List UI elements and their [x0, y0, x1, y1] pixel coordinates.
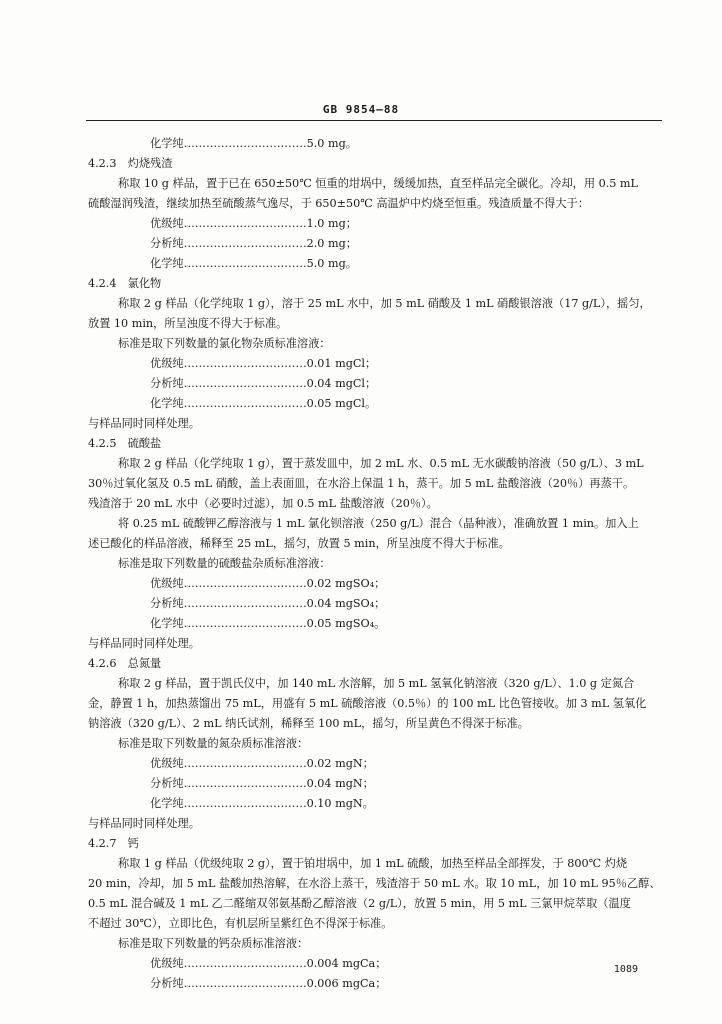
grade-limit-line: 化学纯……………………………5.0 mg。: [150, 137, 357, 150]
paragraph-line: 钠溶液（320 g/L）、2 mL 纳氏试剂，稀释至 100 mL，摇匀，所呈黄色不得深于标准。: [88, 717, 529, 730]
paragraph-line: 与样品同时同样处理。: [88, 417, 200, 430]
grade-limit-line: 化学纯……………………………0.05 mgSO₄。: [150, 617, 386, 630]
grade-limit-line: 优级纯……………………………1.0 mg；: [150, 217, 357, 230]
grade-limit-line: 分析纯……………………………0.04 mgN；: [150, 777, 374, 790]
section-heading: 4.2.3 灼烧残渣: [88, 157, 173, 170]
paragraph-first-line: 称取 1 g 样品（优级纯取 2 g），置于铂坩埚中，加 1 mL 硫酸，加热至样品全部挥发，于 800℃ 灼烧: [118, 857, 628, 870]
grade-limit-line: 优级纯……………………………0.01 mgCl；: [150, 357, 377, 370]
paragraph-line: 残渣溶于 20 mL 水中（必要时过滤），加 0.5 mL 盐酸溶液（20％）。: [88, 497, 438, 510]
paragraph-line: 20 min，冷却，加 5 mL 盐酸加热溶解，在水浴上蒸干，残渣溶于 50 mL 水。取 10 mL，加 10 mL 95％乙醇、: [88, 877, 661, 890]
paragraph-line: 放置 10 min，所呈浊度不得大于标准。: [88, 317, 288, 330]
grade-limit-line: 化学纯……………………………5.0 mg。: [150, 257, 357, 270]
indented-line: 标准是取下列数量的氮杂质标准溶液：: [118, 737, 309, 750]
section-heading: 4.2.4 氯化物: [88, 277, 162, 290]
grade-limit-line: 分析纯……………………………0.04 mgSO₄；: [150, 597, 386, 610]
document-body: [88, 134, 664, 994]
paragraph-line: 不超过 30℃），立即比色，有机层所呈紫红色不得深于标准。: [88, 917, 393, 930]
section-heading: 4.2.7 钙: [88, 837, 139, 850]
paragraph-line: 30％过氧化氢及 0.5 mL 硝酸，盖上表面皿，在水浴上保温 1 h，蒸干。加 5 mL 盐酸溶液（20％）再蒸干。: [88, 477, 635, 490]
paragraph-first-line: 称取 2 g 样品（化学纯取 1 g），溶于 25 mL 水中，加 5 mL 硝酸及 1 mL 硝酸银溶液（17 g/L），摇匀，: [118, 297, 651, 310]
paragraph-line: 硫酸湿润残渣，继续加热至硫酸蒸气逸尽，于 650±50℃ 高温炉中灼烧至恒重。残渣质量不得大于：: [88, 197, 589, 210]
page-number: 1089: [613, 964, 638, 975]
paragraph-line: 与样品同时同样处理。: [88, 637, 200, 650]
grade-limit-line: 优级纯……………………………0.02 mgSO₄；: [150, 577, 386, 590]
paragraph-first-line: 称取 10 g 样品，置于已在 650±50℃ 恒重的坩埚中，缓缓加热，直至样品完全碳化。冷却，用 0.5 mL: [118, 177, 638, 190]
grade-limit-line: 化学纯……………………………0.05 mgCl。: [150, 397, 377, 410]
grade-limit-line: 分析纯……………………………2.0 mg；: [150, 237, 357, 250]
paragraph-line: 0.5 mL 混合碱及 1 mL 乙二醛缩双邻氨基酚乙醇溶液（2 g/L），放置 5 min，用 5 mL 三氯甲烷萃取（温度: [88, 897, 631, 910]
grade-limit-line: 优级纯……………………………0.02 mgN；: [150, 757, 374, 770]
paragraph-line: 金，静置 1 h，加热蒸馏出 75 mL，用盛有 5 mL 硫酸溶液（0.5％）的 100 mL 比色管接收。加 3 mL 氢氧化: [88, 697, 647, 710]
section-heading: 4.2.5 硫酸盐: [88, 437, 162, 450]
grade-limit-line: 分析纯……………………………0.006 mgCa；: [150, 977, 387, 990]
page-header: GB 9854—88: [322, 103, 400, 116]
grade-limit-line: 分析纯……………………………0.04 mgCl；: [150, 377, 377, 390]
grade-limit-line: 化学纯……………………………0.10 mgN。: [150, 797, 374, 810]
paragraph-first-line: 称取 2 g 样品，置于凯氏仪中，加 140 mL 水溶解，加 5 mL 氢氧化钠溶液（320 g/L）、1.0 g 定氮合: [118, 677, 635, 690]
paragraph-line: 与样品同时同样处理。: [88, 817, 200, 830]
section-heading: 4.2.6 总氮量: [88, 657, 162, 670]
grade-limit-line: 优级纯……………………………0.004 mgCa；: [150, 957, 387, 970]
indented-line: 标准是取下列数量的钙杂质标准溶液：: [118, 937, 309, 950]
paragraph-first-line: 称取 2 g 样品（化学纯取 1 g），置于蒸发皿中，加 2 mL 水、0.5 mL 无水碳酸钠溶液（50 g/L）、3 mL: [118, 457, 644, 470]
indented-line: 标准是取下列数量的硫酸盐杂质标准溶液：: [118, 557, 331, 570]
header-rule: [86, 120, 662, 121]
paragraph-first-line: 将 0.25 mL 硫酸钾乙醇溶液与 1 mL 氯化钡溶液（250 g/L）混合（晶种液），准确放置 1 min。加入上: [118, 517, 639, 530]
indented-line: 标准是取下列数量的氯化物杂质标准溶液：: [118, 337, 331, 350]
paragraph-line: 述已酸化的样品溶液，稀释至 25 mL，摇匀，放置 5 min，所呈浊度不得大于标准。: [88, 537, 510, 550]
